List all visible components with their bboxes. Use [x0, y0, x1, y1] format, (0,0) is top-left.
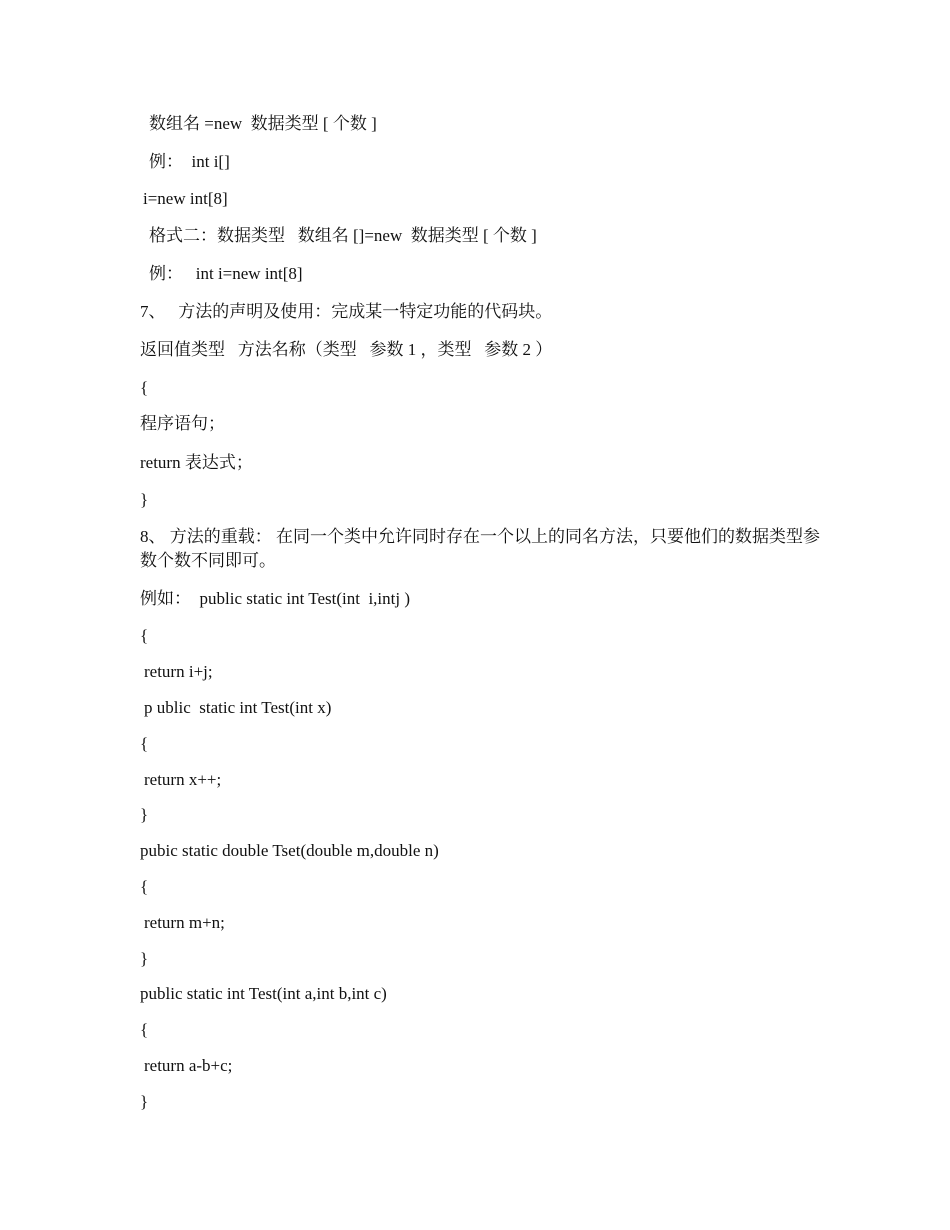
text-line: 格式二：数据类型 数组名 []=new 数据类型 [ 个数 ] [149, 226, 537, 245]
code-line: { [140, 734, 149, 753]
section-heading: 8、 方法的重载： 在同一个类中允许同时存在一个以上的同名方法，只要他们的数据类型参数个数不同即可。 [140, 527, 820, 570]
code-line: public static int Test(int a,int b,int c) [140, 984, 387, 1003]
code-line: } [140, 1092, 149, 1111]
code-line: p ublic static int Test(int x) [144, 698, 332, 717]
text-line: 例： int i=new int[8] [149, 264, 303, 283]
code-line: { [140, 877, 149, 896]
code-line: } [140, 805, 149, 824]
code-line: return i+j; [144, 662, 213, 681]
text-line: i=new int[8] [143, 189, 228, 208]
code-line: return m+n; [144, 913, 225, 932]
code-line: { [140, 378, 149, 397]
text-line: 例如： public static int Test(int i,intj ) [140, 589, 410, 608]
code-line: { [140, 626, 149, 645]
code-line: return a-b+c; [144, 1056, 233, 1075]
code-line: 程序语句； [140, 414, 225, 433]
code-line: } [140, 490, 149, 509]
text-line: 例： int i[] [149, 152, 230, 171]
code-line: return x++; [144, 770, 222, 789]
code-line: } [140, 949, 149, 968]
text-line: 返回值类型 方法名称（类型 参数 1 ，类型 参数 2 ） [140, 340, 553, 359]
text-line: 数组名 =new 数据类型 [ 个数 ] [149, 114, 377, 133]
code-line: { [140, 1020, 149, 1039]
section-heading: 7、 方法的声明及使用：完成某一特定功能的代码块。 [140, 302, 553, 321]
code-line: pubic static double Tset(double m,double n) [140, 841, 439, 860]
code-line: return 表达式； [140, 453, 253, 472]
